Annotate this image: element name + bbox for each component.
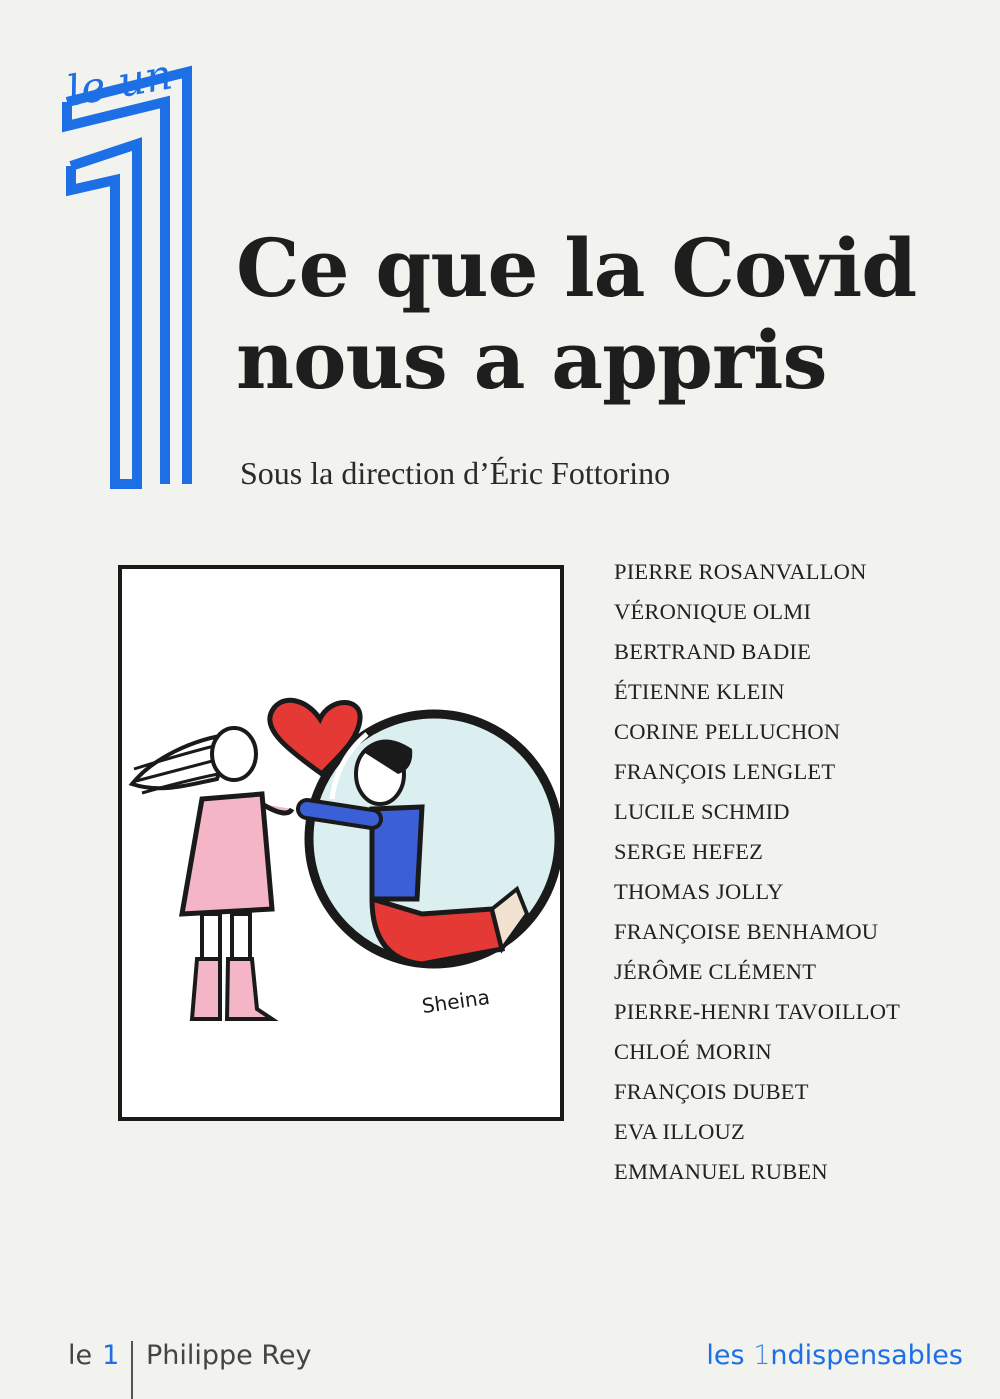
author-name: SERGE HEFEZ [614, 839, 764, 864]
authors-list [614, 558, 900, 1198]
author-name: VÉRONIQUE OLMI [614, 599, 812, 624]
author-name: JÉRÔME CLÉMENT [614, 959, 817, 984]
author-name: FRANÇOIS LENGLET [614, 759, 836, 784]
book-title [236, 222, 916, 406]
author-name: ÉTIENNE KLEIN [614, 679, 785, 704]
author-name: FRANÇOISE BENHAMOU [614, 919, 879, 944]
author-name: EVA ILLOUZ [614, 1119, 745, 1144]
author-name: EMMANUEL RUBEN [614, 1159, 828, 1184]
series-rest: ndispensables [770, 1340, 963, 1371]
author-name: CORINE PELLUCHON [614, 719, 841, 744]
footer-le: le [68, 1340, 93, 1371]
footer-one: 1 [102, 1340, 120, 1371]
cover-illustration [118, 565, 564, 1121]
svg-text:le un: le un [63, 49, 176, 116]
book-subtitle: Sous la direction d’Éric Fottorino [240, 455, 671, 491]
series-one: 1 [753, 1340, 771, 1371]
publisher-name: Philippe Rey [146, 1340, 312, 1371]
title-line-1: Ce que la Covid [236, 221, 917, 315]
footer-divider [131, 1341, 133, 1399]
series-les: les [706, 1340, 754, 1371]
author-name: THOMAS JOLLY [614, 879, 784, 904]
author-name: LUCILE SCHMID [614, 799, 790, 824]
author-name: PIERRE-HENRI TAVOILLOT [614, 999, 901, 1024]
series-name [706, 1340, 963, 1371]
author-name: CHLOÉ MORIN [614, 1039, 772, 1064]
footer-brand [68, 1340, 129, 1371]
author-name: BERTRAND BADIE [614, 639, 812, 664]
artist-signature: Sheina [420, 984, 492, 1019]
title-line-2: nous a appris [236, 313, 827, 407]
author-name: PIERRE ROSANVALLON [614, 559, 867, 584]
author-name: FRANÇOIS DUBET [614, 1079, 809, 1104]
le-un-logo [55, 40, 205, 490]
